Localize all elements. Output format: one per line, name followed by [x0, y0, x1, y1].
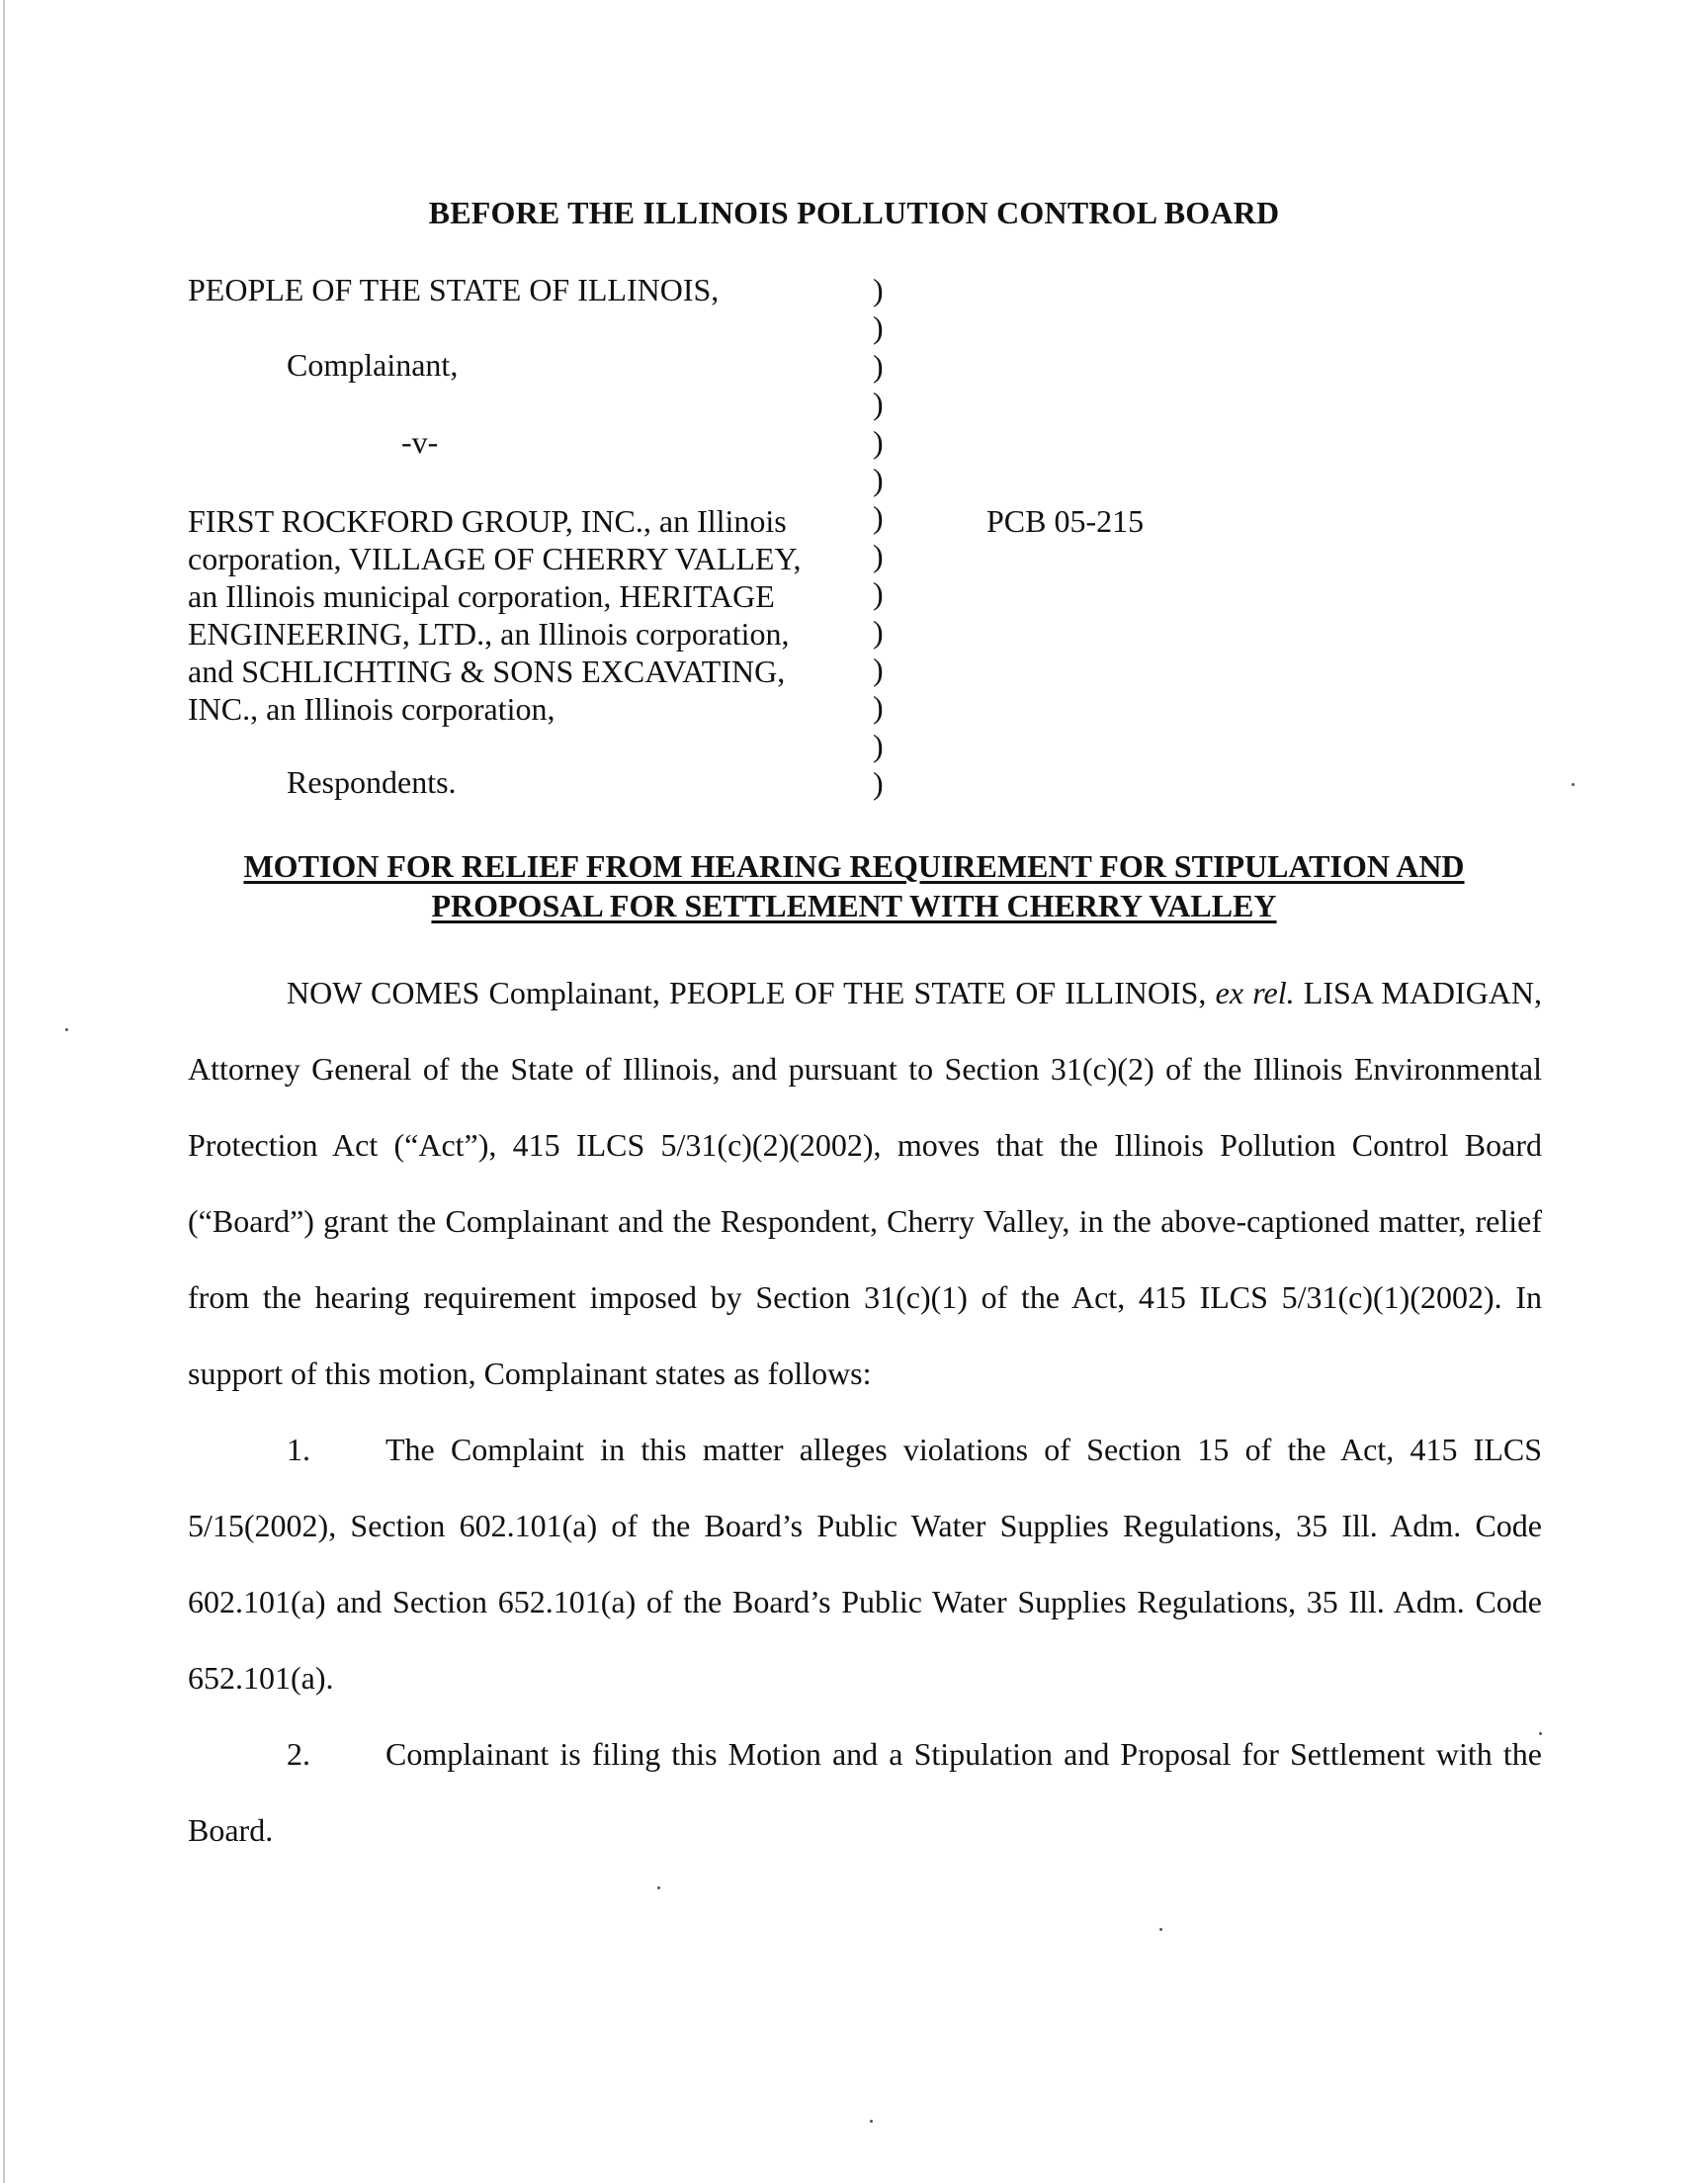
complainant-name: PEOPLE OF THE STATE OF ILLINOIS,	[188, 272, 720, 307]
paren: )	[873, 765, 884, 802]
intro-text: NOW COMES Complainant, PEOPLE OF THE STATE OF ILLINOIS,	[287, 975, 1216, 1010]
respondents-line: ENGINEERING, LTD., an Illinois corporation,	[188, 616, 790, 652]
scan-speck	[1572, 783, 1575, 786]
paren: )	[873, 651, 884, 687]
motion-body	[188, 955, 1542, 1869]
respondents-line: an Illinois municipal corporation, HERITAGE	[188, 578, 775, 614]
paren: )	[873, 537, 884, 573]
scan-speck	[65, 1028, 68, 1031]
scan-speck	[1539, 1732, 1542, 1735]
motion-title-line1: MOTION FOR RELIEF FROM HEARING REQUIREMENT FOR STIPULATION AND	[243, 848, 1465, 884]
paragraph-text: Complainant is filing this Motion and a Stipulation and Proposal for Settlement with the Board.	[188, 1736, 1542, 1848]
paren: )	[873, 689, 884, 726]
scan-edge-line	[3, 0, 5, 2183]
case-number: PCB 05-215	[986, 503, 1145, 539]
paren: )	[873, 499, 884, 536]
paren: )	[873, 461, 884, 497]
respondents-list	[188, 502, 801, 728]
court-title: BEFORE THE ILLINOIS POLLUTION CONTROL BOARD	[428, 195, 1280, 230]
paren: )	[873, 272, 884, 307]
respondents-role: Respondents.	[287, 764, 457, 800]
paren: )	[873, 727, 884, 763]
respondents-line: FIRST ROCKFORD GROUP, INC., an Illinois	[188, 503, 787, 539]
paragraph-number: 2.	[287, 1736, 310, 1772]
scan-speck	[657, 1886, 660, 1889]
paragraph-number: 1.	[287, 1432, 310, 1467]
paren: )	[873, 386, 884, 422]
ex-rel-italic: ex rel.	[1215, 975, 1295, 1010]
intro-text-cont: LISA MADIGAN, Attorney General of the State of Illinois, and pursuant to Section 31(c)(2) of the Illinois Environmental Protection Act (“Act”), 415 ILCS 5/31(c)(2)(2002), moves that the Illinois Pollution Control Board (“Board”) grant the Complainant and the Respondent, Cherry Valley, in the above-captioned matter, relief from the hearing requirement imposed by Section 31(c)(1) of the Act, 415 ILCS 5/31(c)(1)(2002). In support of this motion, Complainant states as follows:	[188, 975, 1543, 1391]
respondents-line: and SCHLICHTING & SONS EXCAVATING,	[188, 654, 786, 689]
motion-title	[0, 846, 1708, 925]
paren: )	[873, 575, 884, 612]
caption-parentheses	[873, 271, 884, 802]
respondents-line: INC., an Illinois corporation,	[188, 691, 555, 727]
paren: )	[873, 347, 884, 384]
paragraph-text: The Complaint in this matter alleges violations of Section 15 of the Act, 415 ILCS 5/15(2002), Section 602.101(a) of the Board’s Public Water Supplies Regulations, 35 Ill. Adm. Code 602.101(a) and Section 652.101(a) of the Board’s Public Water Supplies Regulations, 35 Ill. Adm. Code 652.101(a).	[188, 1432, 1542, 1696]
numbered-paragraph-2	[188, 1716, 1542, 1869]
intro-paragraph	[188, 955, 1542, 1412]
numbered-paragraph-1	[188, 1412, 1542, 1716]
versus-label: -v-	[401, 424, 439, 460]
paren: )	[873, 423, 884, 460]
paren: )	[873, 309, 884, 346]
scan-speck	[1159, 1928, 1162, 1931]
motion-title-line2: PROPOSAL FOR SETTLEMENT WITH CHERRY VALLEY	[431, 888, 1277, 923]
respondents-line: corporation, VILLAGE OF CHERRY VALLEY,	[188, 541, 802, 576]
paren: )	[873, 613, 884, 650]
complainant-role: Complainant,	[287, 347, 459, 383]
scan-speck	[870, 2120, 873, 2123]
